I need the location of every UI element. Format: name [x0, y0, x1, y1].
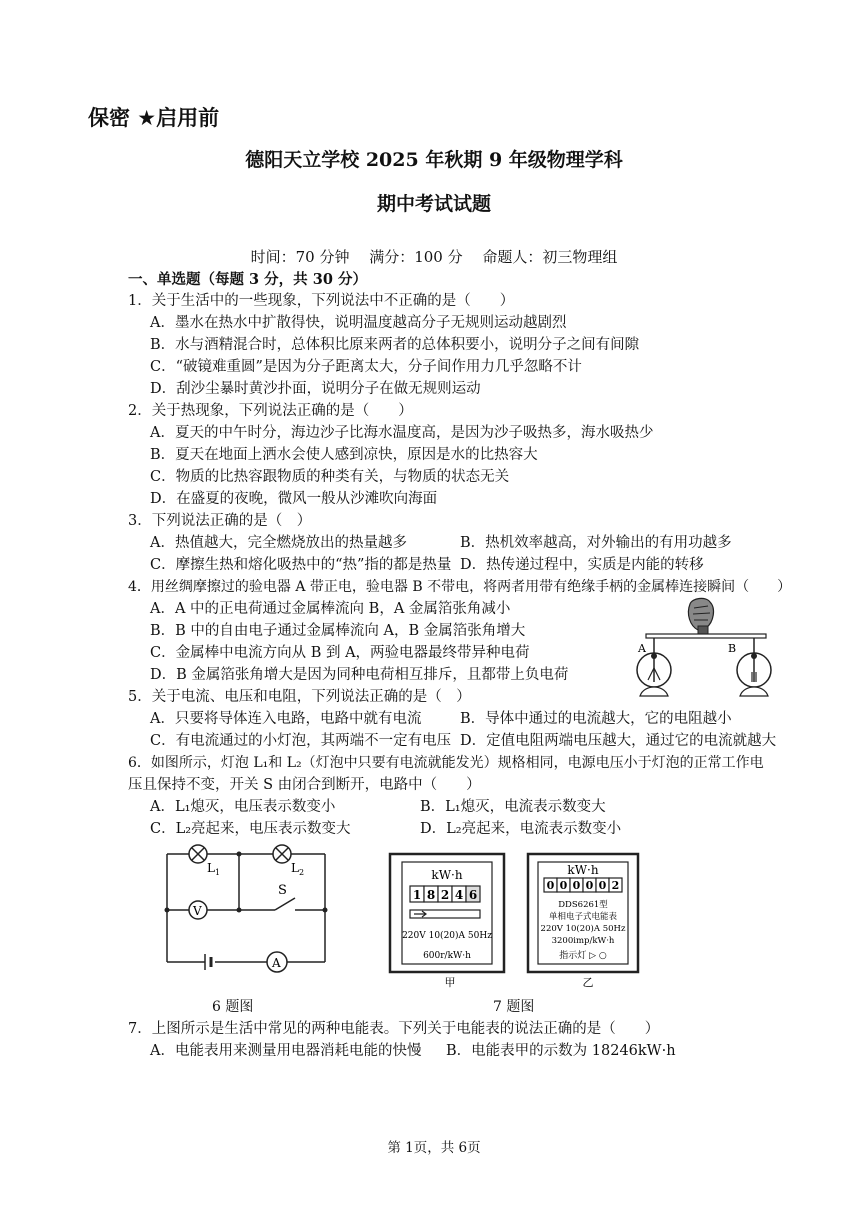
- lamp-l2-subscript: 2: [299, 868, 305, 877]
- q6-stem-line2: 压且保持不变，开关 S 由闭合到断开，电路中（ ）: [128, 777, 481, 793]
- q5-option-d: D．定值电阻两端电压越大，通过它的电流就越大: [460, 733, 777, 749]
- q4-option-c: C．金属棒中电流方向从 B 到 A，两验电器最终带异种电荷: [150, 645, 530, 661]
- meter2-label: 乙: [582, 976, 594, 989]
- meter1-digit: 1: [412, 888, 422, 902]
- meter2-digit: 0: [598, 879, 607, 892]
- meter1-unit: kW·h: [431, 868, 463, 882]
- exam-info: 时间：70 分钟 满分：100 分 命题人：初三物理组: [250, 248, 618, 266]
- q6-option-b: B．L₁熄灭，电流表示数变大: [420, 799, 606, 815]
- exam-subtitle: 期中考试试题: [376, 193, 491, 215]
- switch-s-label: S: [278, 883, 287, 898]
- electroscope-figure: [630, 596, 780, 702]
- q4-stem: 4．用丝绸摩擦过的验电器 A 带正电，验电器 B 不带电，将两者用带有绝缘手柄的金属棒连接瞬间（ ）: [128, 579, 792, 595]
- q3-option-b: B．热机效率越高，对外输出的有用功越多: [460, 535, 732, 551]
- q3-option-d: D．热传递过程中，实质是内能的转移: [460, 557, 704, 573]
- q5-option-c: C．有电流通过的小灯泡，其两端不一定有电压: [150, 733, 452, 749]
- q3-stem: 3．下列说法正确的是（ ）: [128, 513, 312, 529]
- q1-option-c: C．“破镜难重圆”是因为分子距离太大，分子间作用力几乎忽略不计: [150, 359, 582, 375]
- ammeter-label: A: [272, 956, 281, 970]
- meter1-digit: 6: [468, 888, 478, 902]
- confidential-mark: 保密 ★启用前: [88, 106, 220, 130]
- q2-option-b: B．夏天在地面上洒水会使人感到凉快，原因是水的比热容大: [150, 447, 538, 463]
- q2-option-d: D．在盛夏的夜晚，微风一般从沙滩吹向海面: [150, 491, 438, 507]
- energy-meters-figure: [386, 852, 642, 992]
- fig7-caption: 7 题图: [493, 999, 535, 1015]
- q7-option-b: B．电能表甲的示数为 18246kW·h: [446, 1043, 676, 1059]
- lamp-l2-label: L: [291, 861, 299, 875]
- section-heading: 一、单选题（每题 3 分，共 30 分）: [128, 271, 367, 288]
- q1-option-b: B．水与酒精混合时，总体积比原来两者的总体积要小，说明分子之间有间隙: [150, 337, 640, 353]
- lamp-l1-label: L: [207, 861, 215, 875]
- q5-stem: 5．关于电流、电压和电阻，下列说法正确的是（ ）: [128, 689, 471, 705]
- q3-option-a: A．热值越大，完全燃烧放出的热量越多: [150, 535, 407, 551]
- q1-option-d: D．刮沙尘暴时黄沙扑面，说明分子在做无规则运动: [150, 381, 481, 397]
- q2-stem: 2．关于热现象，下列说法正确的是（ ）: [128, 403, 413, 419]
- page-footer: 第 1页，共 6页: [387, 1140, 481, 1156]
- voltmeter-label: V: [193, 904, 202, 918]
- q4-option-b: B．B 中的自由电子通过金属棒流向 A，B 金属箔张角增大: [150, 623, 526, 639]
- q4-option-d: D．B 金属箔张角增大是因为同种电荷相互排斥，且都带上负电荷: [150, 667, 569, 683]
- q6-stem-line1: 6．如图所示，灯泡 L₁和 L₂（灯泡中只要有电流就能发光）规格相同，电源电压小于灯泡的正常工作电: [128, 755, 764, 771]
- q1-stem: 1．关于生活中的一些现象，下列说法中不正确的是（ ）: [128, 293, 515, 309]
- meter2-type: 单相电子式电能表: [548, 912, 618, 922]
- meter2-digit: 2: [611, 879, 620, 892]
- fig6-caption: 6 题图: [212, 999, 254, 1015]
- meter2-digit: 0: [572, 879, 581, 892]
- exam-title: 德阳天立学校 2025 年秋期 9 年级物理学科: [245, 149, 623, 171]
- meter2-digit: 0: [546, 879, 555, 892]
- meter2-digit: 0: [559, 879, 568, 892]
- electroscope-b-label: B: [728, 642, 737, 655]
- meter1-spec: 220V 10(20)A 50Hz: [402, 931, 492, 941]
- q6-option-d: D．L₂亮起来，电流表示数变小: [420, 821, 622, 837]
- q2-option-c: C．物质的比热容跟物质的种类有关，与物质的状态无关: [150, 469, 510, 485]
- meter1-digit: 8: [426, 888, 436, 902]
- q7-stem: 7．上图所示是生活中常见的两种电能表。下列关于电能表的说法正确的是（ ）: [128, 1021, 660, 1037]
- lamp-l1-subscript: 1: [215, 868, 221, 877]
- q5-option-a: A．只要将导体连入电路，电路中就有电流: [150, 711, 422, 727]
- meter2-rate: 3200imp/kW·h: [551, 936, 615, 946]
- q4-option-a: A．A 中的正电荷通过金属棒流向 B，A 金属箔张角减小: [150, 601, 511, 617]
- electroscope-a-label: A: [638, 642, 646, 655]
- q3-option-c: C．摩擦生热和熔化吸热中的“热”指的都是热量: [150, 557, 452, 573]
- meter2-unit: kW·h: [567, 863, 599, 877]
- meter1-label: 甲: [444, 976, 456, 989]
- meter1-digit: 2: [440, 888, 450, 902]
- meter1-rate: 600r/kW·h: [423, 951, 471, 961]
- meter2-model: DDS6261型: [558, 900, 608, 910]
- meter2-digit: 0: [585, 879, 594, 892]
- q5-option-b: B．导体中通过的电流越大，它的电阻越小: [460, 711, 732, 727]
- meter2-spec: 220V 10(20)A 50Hz: [540, 924, 626, 934]
- meter1-digit: 4: [454, 888, 464, 902]
- q1-option-a: A．墨水在热水中扩散得快，说明温度越高分子无规则运动越剧烈: [150, 315, 567, 331]
- meter2-indicator: 指示灯 ▷ ○: [559, 951, 607, 961]
- circuit-diagram: [155, 842, 335, 978]
- q7-option-a: A．电能表用来测量用电器消耗电能的快慢: [150, 1043, 422, 1059]
- q6-option-c: C．L₂亮起来，电压表示数变大: [150, 821, 351, 837]
- q6-option-a: A．L₁熄灭，电压表示数变小: [150, 799, 336, 815]
- q2-option-a: A．夏天的中午时分，海边沙子比海水温度高，是因为沙子吸热多，海水吸热少: [150, 425, 654, 441]
